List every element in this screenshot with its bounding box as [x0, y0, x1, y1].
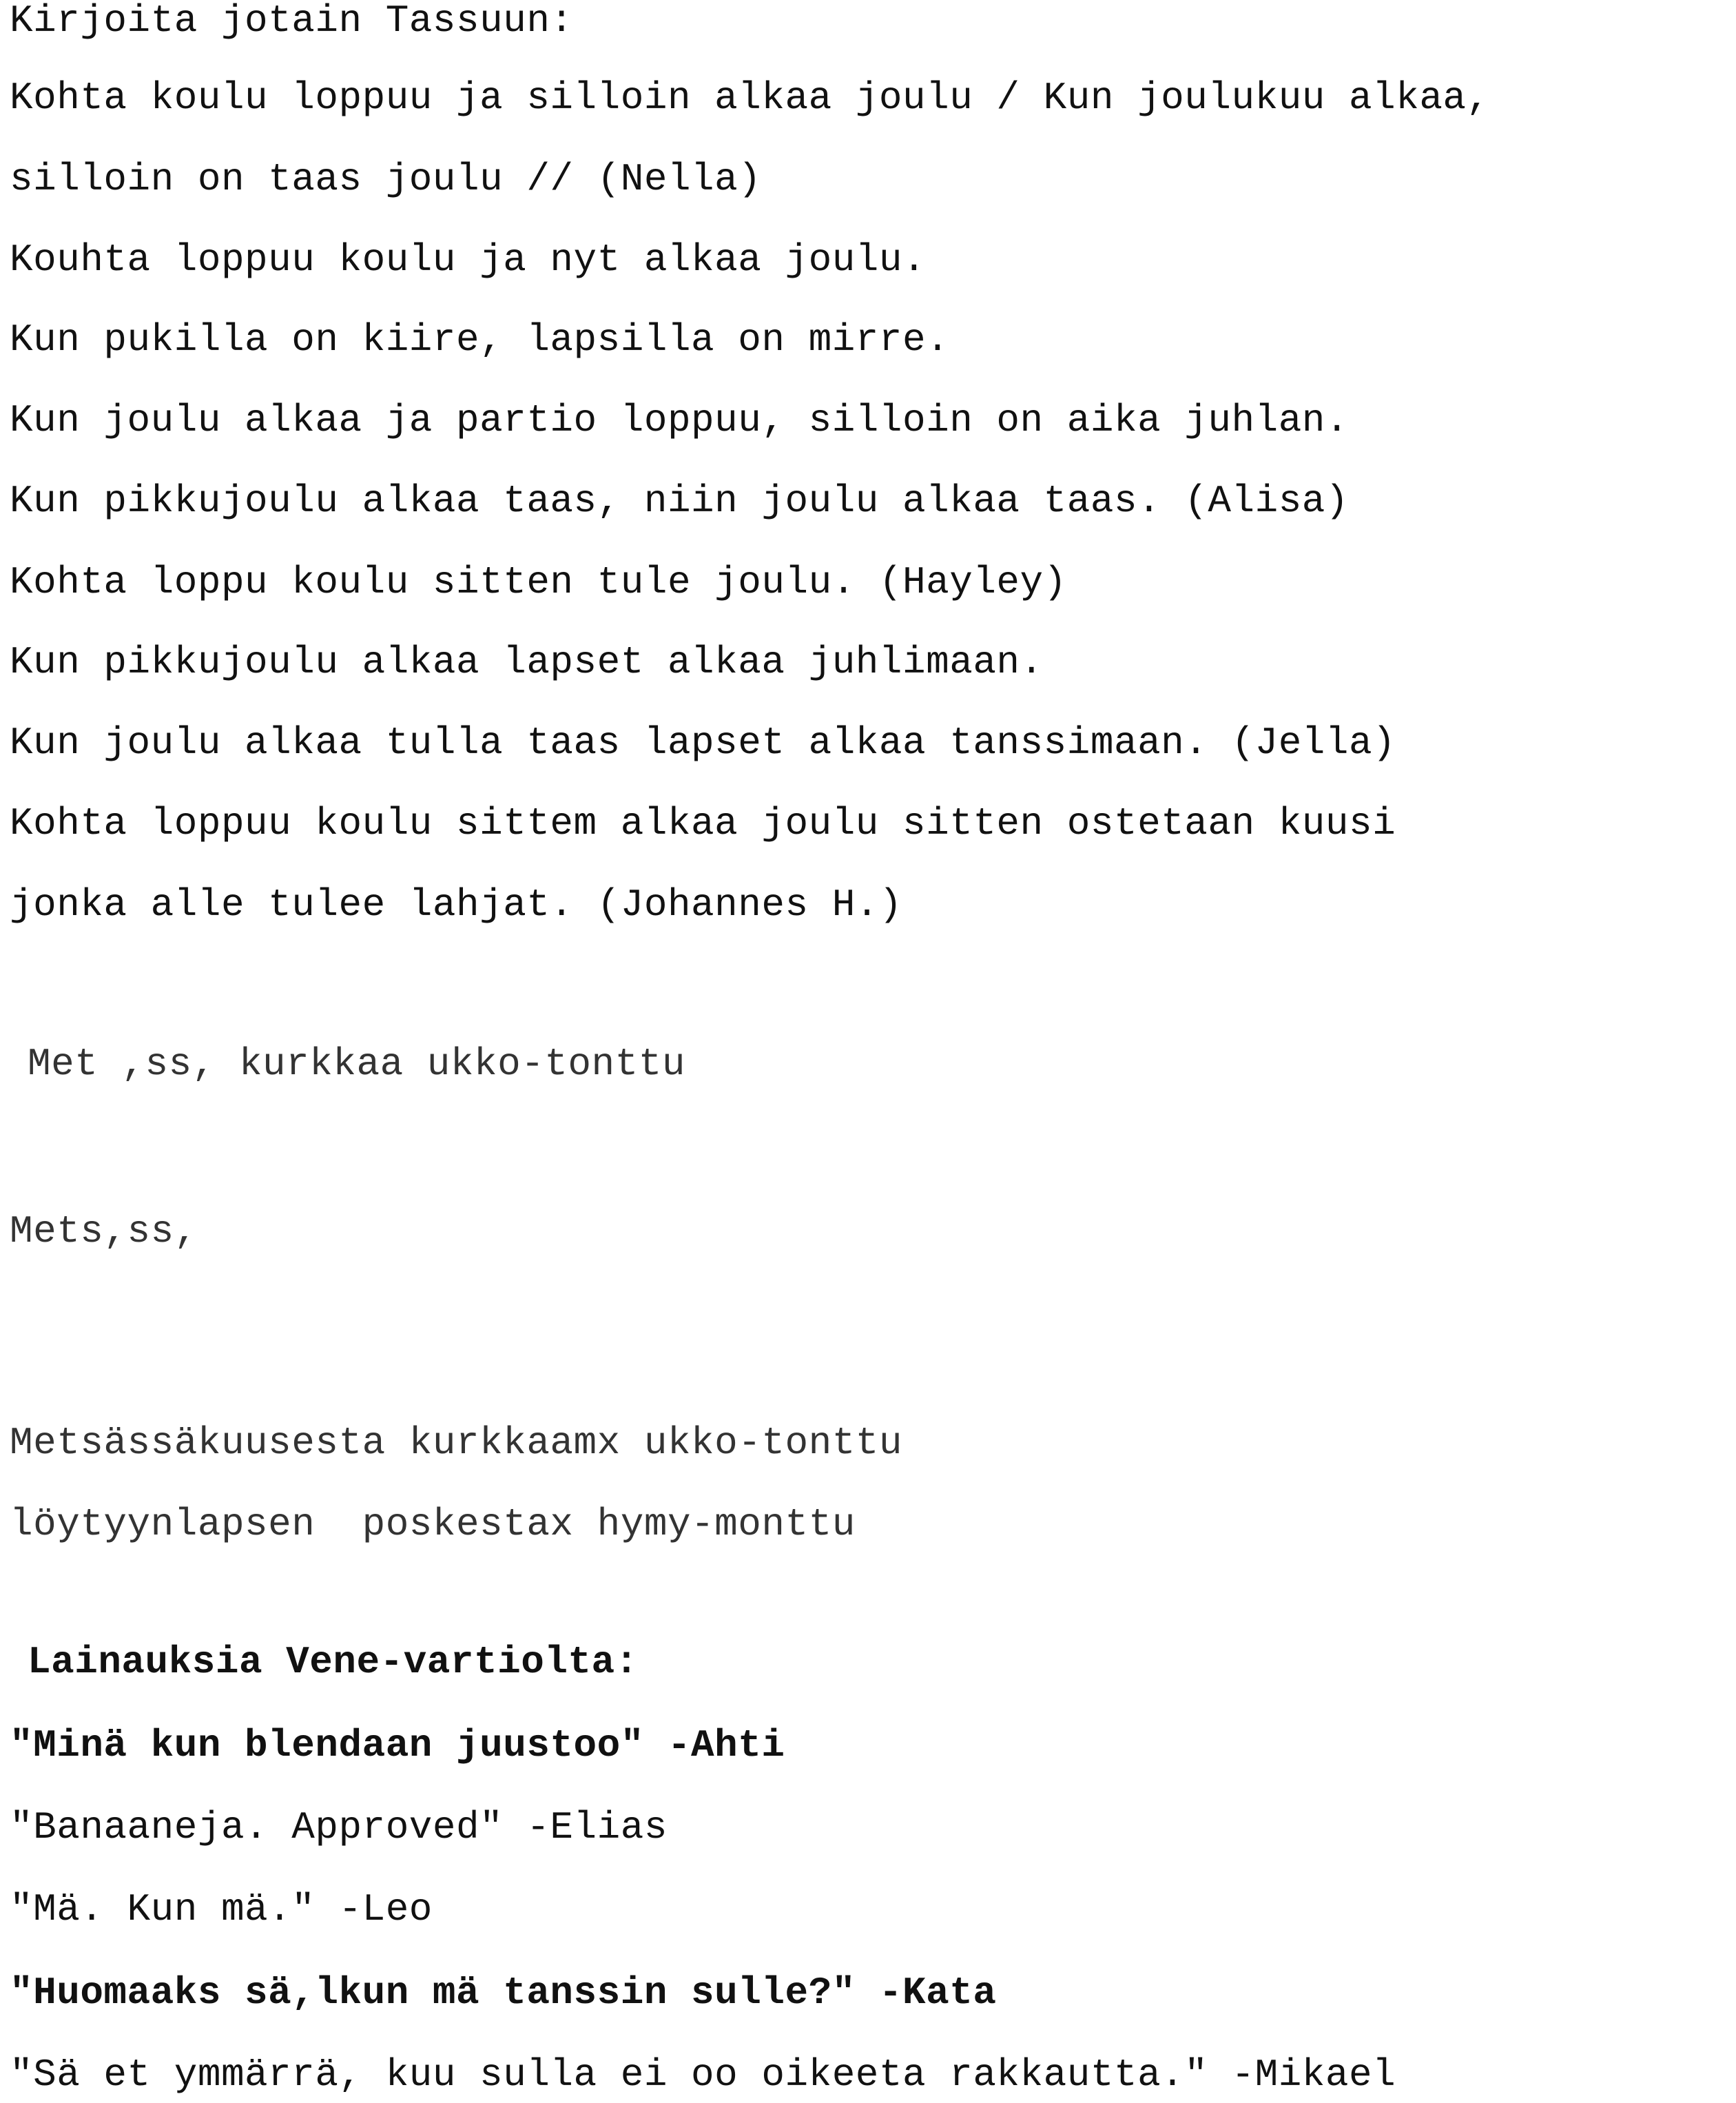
draft-line: Mets,ss, — [10, 1209, 198, 1253]
poem-line: jonka alle tulee lahjat. (Johannes H.) — [10, 883, 903, 927]
poem-line: Kouhta loppuu koulu ja nyt alkaa joulu. — [10, 238, 927, 282]
poem-line: Kohta loppuu koulu sittem alkaa joulu sitten ostetaan kuusi — [10, 801, 1396, 845]
poem-line: Kohta loppu koulu sitten tule joulu. (Hayley) — [10, 560, 1067, 604]
section3-heading: Lainauksia Vene-vartiolta: — [28, 1640, 639, 1684]
quote-line: "Minä kun blendaan juustoo" -Ahti — [10, 1723, 785, 1767]
draft-line: Metsässäkuusesta kurkkaamx ukko-tonttu — [10, 1421, 903, 1465]
draft-line: löytyynlapsen poskestax hymy-monttu — [10, 1502, 856, 1546]
poem-line: Kun pukilla on kiire, lapsilla on mirre. — [10, 318, 950, 362]
quote-line: "Banaaneja. Approved" -Elias — [10, 1805, 668, 1849]
quote-line: "Sä et ymmärrä, kuu sulla ei oo oikeeta rakkautta." -Mikael — [10, 2053, 1396, 2097]
quote-line: "Huomaaks sä,lkun mä tanssin sulle?" -Kata — [10, 1971, 997, 2015]
poem-line: silloin on taas joulu // (Nella) — [10, 157, 762, 201]
poem-line: Kun pikkujoulu alkaa lapset alkaa juhlimaan. — [10, 640, 1044, 684]
poem-line: Kun joulu alkaa ja partio loppuu, silloin on aika juhlan. — [10, 398, 1350, 442]
poem-line: Kun pikkujoulu alkaa taas, niin joulu alkaa taas. (Alisa) — [10, 479, 1350, 523]
section1-heading: Kirjoita jotain Tassuun: — [10, 0, 574, 43]
quote-line: "Mä. Kun mä." -Leo — [10, 1887, 433, 1931]
poem-line: Kun joulu alkaa tulla taas lapset alkaa tanssimaan. (Jella) — [10, 721, 1396, 765]
draft-line: Met ,ss, kurkkaa ukko-tonttu — [28, 1042, 685, 1086]
poem-line: Kohta koulu loppuu ja silloin alkaa joulu / Kun joulukuu alkaa, — [10, 76, 1490, 120]
